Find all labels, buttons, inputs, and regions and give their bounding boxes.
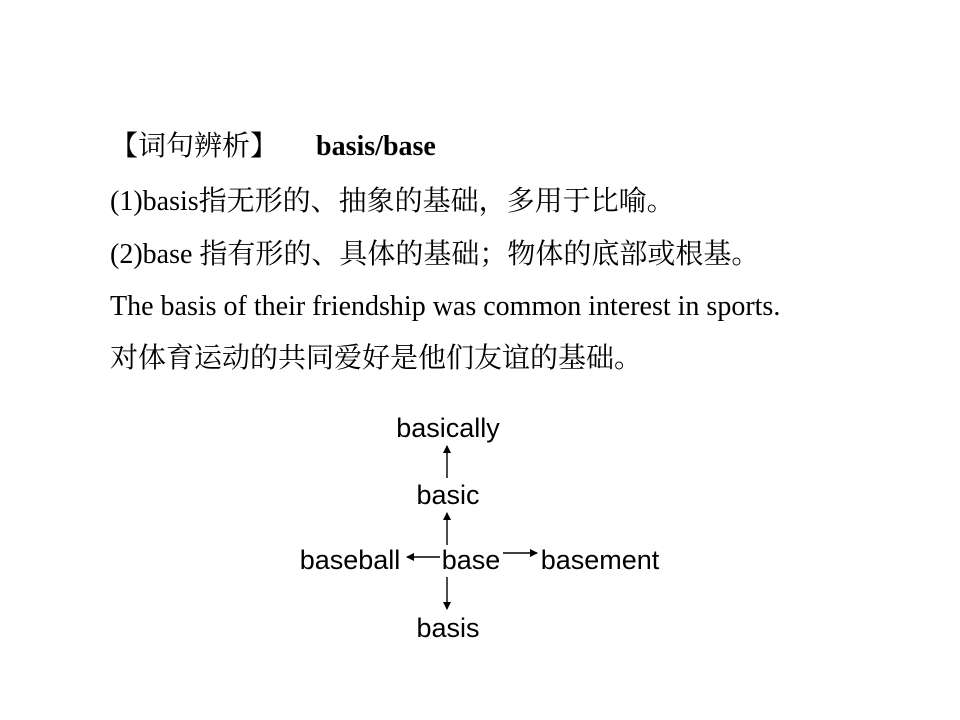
word-basement: basement: [540, 545, 660, 575]
word-base: base: [441, 545, 501, 575]
word-baseball: baseball: [299, 545, 401, 575]
note-base: (2)base 指有形的、具体的基础；物体的底部或根基。: [110, 239, 760, 270]
heading-label: 【词句辨析】: [110, 131, 279, 162]
example-translation: 对体育运动的共同爱好是他们友谊的基础。: [110, 343, 643, 374]
word-basis: basis: [416, 613, 480, 643]
note-basis: (1)basis指无形的、抽象的基础，多用于比喻。: [110, 186, 675, 217]
example-sentence: The basis of their friendship was common interest in sports.: [110, 291, 781, 322]
heading-term: basis/base: [316, 131, 436, 162]
word-basically: basically: [396, 413, 500, 443]
word-basic: basic: [416, 480, 480, 510]
